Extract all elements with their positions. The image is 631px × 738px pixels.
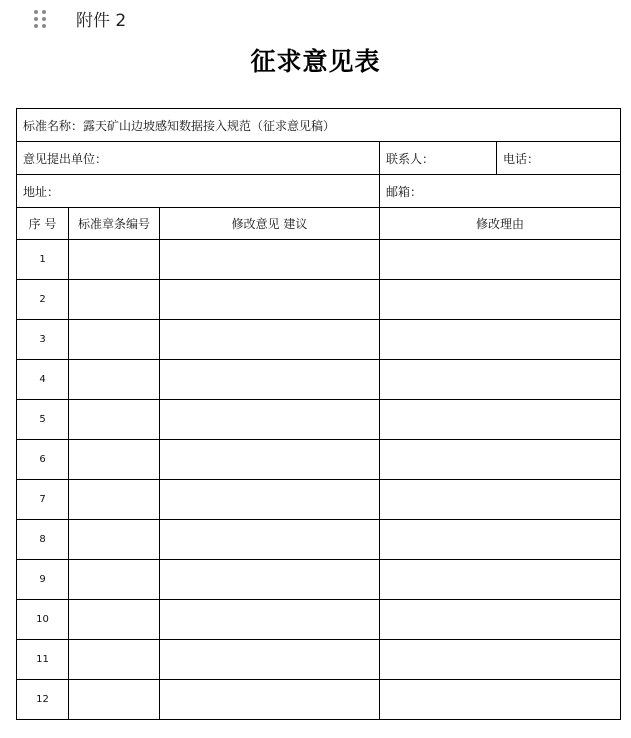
clause-number-cell[interactable] bbox=[69, 400, 160, 440]
standard-name-cell[interactable]: 标准名称：露天矿山边坡感知数据接入规范（征求意见稿） bbox=[17, 109, 621, 142]
table-row bbox=[17, 280, 621, 320]
row-number: 7 bbox=[17, 480, 69, 520]
table-row bbox=[17, 640, 621, 680]
contact-field[interactable]: 联系人： bbox=[380, 142, 497, 175]
postcode-field[interactable]: 邮箱： bbox=[380, 175, 621, 208]
row-number: 5 bbox=[17, 400, 69, 440]
table-header-row bbox=[17, 208, 621, 240]
table-row bbox=[17, 400, 621, 440]
drag-handle-icon[interactable] bbox=[34, 10, 48, 30]
reason-cell[interactable] bbox=[380, 520, 621, 560]
clause-number-cell[interactable] bbox=[69, 320, 160, 360]
suggestion-cell[interactable] bbox=[160, 680, 380, 720]
clause-number-cell[interactable] bbox=[69, 440, 160, 480]
clause-number-cell[interactable] bbox=[69, 640, 160, 680]
table-row bbox=[17, 440, 621, 480]
clause-number-cell[interactable] bbox=[69, 280, 160, 320]
reason-cell[interactable] bbox=[380, 360, 621, 400]
reason-cell[interactable] bbox=[380, 640, 621, 680]
feedback-form-table bbox=[16, 108, 621, 720]
page-title: 征求意见表 bbox=[250, 47, 381, 76]
suggestion-cell[interactable] bbox=[160, 400, 380, 440]
row-number: 1 bbox=[17, 240, 69, 280]
standard-name-row bbox=[17, 109, 621, 142]
reason-cell[interactable] bbox=[380, 440, 621, 480]
column-header-clause: 标准章条编号 bbox=[69, 208, 160, 240]
table-row bbox=[17, 360, 621, 400]
reason-cell[interactable] bbox=[380, 680, 621, 720]
suggestion-cell[interactable] bbox=[160, 280, 380, 320]
reason-cell[interactable] bbox=[380, 600, 621, 640]
table-row bbox=[17, 240, 621, 280]
suggestion-cell[interactable] bbox=[160, 480, 380, 520]
row-number: 11 bbox=[17, 640, 69, 680]
row-number: 3 bbox=[17, 320, 69, 360]
unit-contact-row bbox=[17, 142, 621, 175]
phone-field[interactable]: 电话： bbox=[497, 142, 621, 175]
table-row bbox=[17, 320, 621, 360]
clause-number-cell[interactable] bbox=[69, 480, 160, 520]
reason-cell[interactable] bbox=[380, 480, 621, 520]
table-row bbox=[17, 600, 621, 640]
suggestion-cell[interactable] bbox=[160, 560, 380, 600]
suggestion-cell[interactable] bbox=[160, 440, 380, 480]
clause-number-cell[interactable] bbox=[69, 560, 160, 600]
suggestion-cell[interactable] bbox=[160, 240, 380, 280]
reason-cell[interactable] bbox=[380, 240, 621, 280]
address-row bbox=[17, 175, 621, 208]
column-header-reason: 修改理由 bbox=[380, 208, 621, 240]
reason-cell[interactable] bbox=[380, 400, 621, 440]
suggestion-cell[interactable] bbox=[160, 640, 380, 680]
table-row bbox=[17, 520, 621, 560]
suggestion-cell[interactable] bbox=[160, 600, 380, 640]
address-field[interactable]: 地址： bbox=[17, 175, 380, 208]
clause-number-cell[interactable] bbox=[69, 360, 160, 400]
unit-field[interactable]: 意见提出单位： bbox=[17, 142, 380, 175]
clause-number-cell[interactable] bbox=[69, 520, 160, 560]
row-number: 6 bbox=[17, 440, 69, 480]
row-number: 8 bbox=[17, 520, 69, 560]
table-row bbox=[17, 560, 621, 600]
suggestion-cell[interactable] bbox=[160, 360, 380, 400]
reason-cell[interactable] bbox=[380, 280, 621, 320]
row-number: 12 bbox=[17, 680, 69, 720]
table-row bbox=[17, 480, 621, 520]
suggestion-cell[interactable] bbox=[160, 320, 380, 360]
row-number: 2 bbox=[17, 280, 69, 320]
suggestion-cell[interactable] bbox=[160, 520, 380, 560]
clause-number-cell[interactable] bbox=[69, 240, 160, 280]
column-header-suggestion: 修改意见 建议 bbox=[160, 208, 380, 240]
clause-number-cell[interactable] bbox=[69, 600, 160, 640]
row-number: 4 bbox=[17, 360, 69, 400]
attachment-label: 附件 2 bbox=[76, 11, 127, 31]
row-number: 10 bbox=[17, 600, 69, 640]
table-row bbox=[17, 680, 621, 720]
reason-cell[interactable] bbox=[380, 320, 621, 360]
column-header-seq: 序 号 bbox=[17, 208, 69, 240]
row-number: 9 bbox=[17, 560, 69, 600]
reason-cell[interactable] bbox=[380, 560, 621, 600]
clause-number-cell[interactable] bbox=[69, 680, 160, 720]
